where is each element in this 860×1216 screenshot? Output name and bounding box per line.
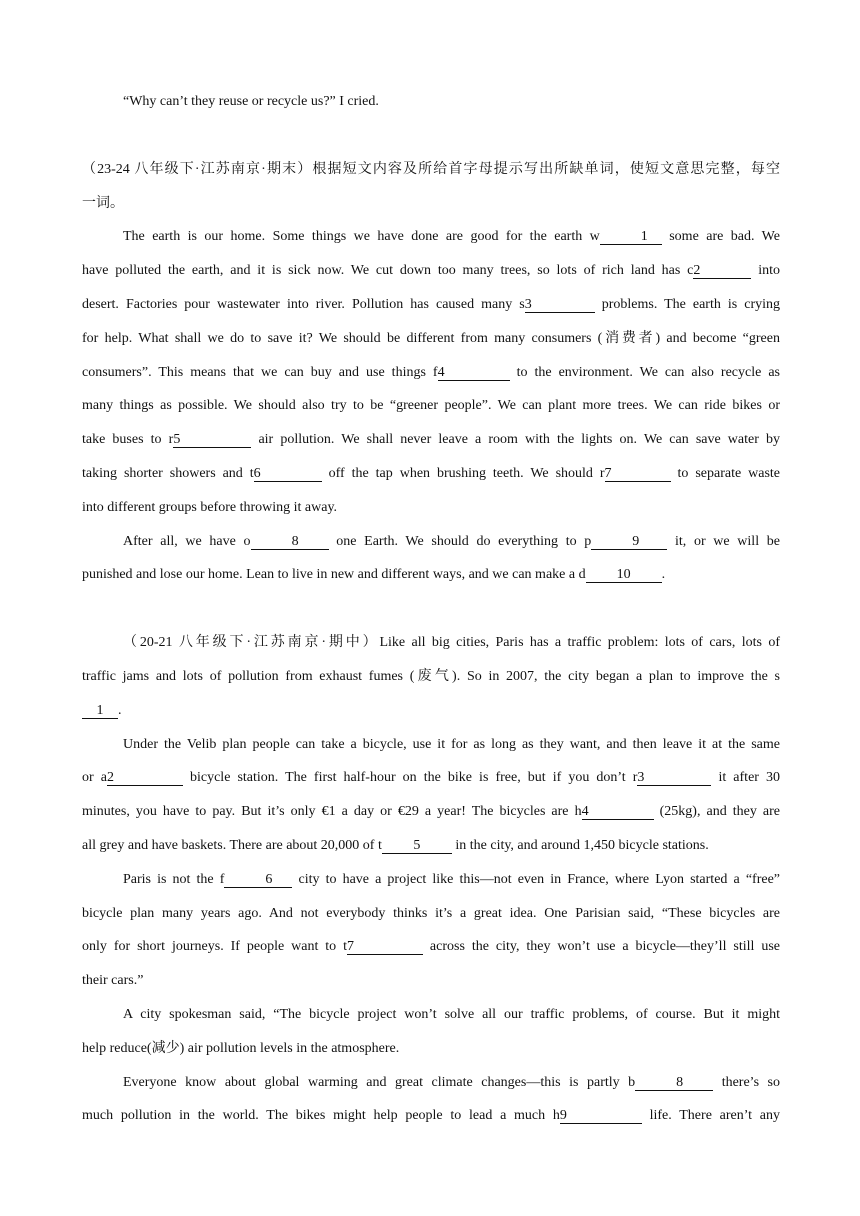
fill-blank[interactable]: 9	[591, 534, 667, 550]
text-line: bicycle plan many years ago. And not everybody thinks it’s a great idea. One Parisian said, “These bicycles are	[82, 905, 780, 921]
paragraph-gap	[82, 592, 780, 626]
text-line: The earth is our home. Some things we have done are good for the earth w 1 some are bad. We	[123, 229, 780, 245]
fill-blank[interactable]: 1	[600, 229, 662, 245]
section-header: （20-21 八年级下·江苏南京·期中）Like all big cities, Paris has a traffic problem: lots of cars, lots of	[123, 635, 780, 651]
text-line: much pollution in the world. The bikes might help people to lead a much h9 life. There aren’t any	[82, 1108, 780, 1124]
fill-blank[interactable]: 8	[251, 534, 329, 550]
fill-blank[interactable]: 5	[173, 432, 251, 448]
text-line: After all, we have o 8 one Earth. We should do everything to p 9 it, or we will be	[123, 533, 780, 549]
fill-blank[interactable]: 4	[582, 804, 654, 820]
paragraph-gap	[82, 119, 780, 153]
fill-blank[interactable]: 3	[637, 770, 711, 786]
text-line: Under the Velib plan people can take a bicycle, use it for as long as they want, and then leave it at the same	[123, 736, 780, 752]
text-line: only for short journeys. If people want to t7 across the city, they won’t use a bicycle—they’ll still use	[82, 939, 780, 955]
fill-blank[interactable]: 7	[347, 939, 423, 955]
text-line: their cars.”	[82, 973, 144, 989]
fill-blank[interactable]: 2	[693, 263, 751, 279]
section-header-cont: 一词。	[82, 195, 124, 211]
fill-blank[interactable]: 6	[224, 872, 292, 888]
text-line: have polluted the earth, and it is sick now. We cut down too many trees, so lots of rich land has c2 into	[82, 263, 781, 279]
text-line: minutes, you have to pay. But it’s only €1 a day or €29 a year! The bicycles are h4 (25kg), and they are	[82, 804, 781, 820]
text-line: Paris is not the f 6 city to have a project like this—not even in France, where Lyon started a “free”	[123, 871, 781, 887]
fill-blank[interactable]: 1	[82, 703, 118, 719]
text-line: take buses to r5 air pollution. We shall never leave a room with the lights on. We can save water by	[82, 432, 781, 448]
text-line: many things as possible. We should also try to be “greener people”. We can plant more trees. We can ride bikes or	[82, 398, 780, 414]
text-line: consumers”. This means that we can buy and use things f4 to the environment. We can also recycle as	[82, 364, 780, 380]
fill-blank[interactable]: 4	[438, 365, 510, 381]
fill-blank[interactable]: 8	[635, 1075, 713, 1091]
text-line: “Why can’t they reuse or recycle us?” I cried.	[123, 94, 379, 109]
fill-blank[interactable]: 2	[107, 770, 183, 786]
section-header: （23-24 八年级下·江苏南京·期末）根据短文内容及所给首字母提示写出所缺单词，使短文意思完整，每空	[82, 161, 780, 177]
fill-blank[interactable]: 3	[525, 297, 595, 313]
text-line: desert. Factories pour wastewater into river. Pollution has caused many s3 problems. The earth is crying	[82, 296, 780, 312]
fill-blank[interactable]: 9	[560, 1108, 642, 1124]
text-line: or a2 bicycle station. The first half-hour on the bike is free, but if you don’t r3 it after 30	[82, 770, 780, 786]
document-page	[82, 85, 780, 1133]
text-line: help reduce(减少) air pollution levels in the atmosphere.	[82, 1040, 400, 1056]
fill-blank[interactable]: 7	[605, 466, 671, 482]
text-line: Everyone know about global warming and great climate changes—this is partly b 8 there’s so	[123, 1074, 780, 1090]
text-line: taking shorter showers and t6 off the tap when brushing teeth. We should r7 to separate waste	[82, 465, 780, 481]
text-line: A city spokesman said, “The bicycle project won’t solve all our traffic problems, of course. But it might	[123, 1006, 780, 1022]
text-line: all grey and have baskets. There are about 20,000 of t 5 in the city, and around 1,450 bicycle stations.	[82, 837, 709, 853]
text-line: traffic jams and lots of pollution from exhaust fumes (废气). So in 2007, the city began a plan to improve the s	[82, 668, 780, 684]
text-line: into different groups before throwing it away.	[82, 499, 338, 515]
text-line: 1 .	[82, 694, 780, 728]
fill-blank[interactable]: 10	[586, 567, 662, 583]
text-line: punished and lose our home. Lean to live in new and different ways, and we can make a d 10 .	[82, 567, 666, 583]
text-line: for help. What shall we do to save it? We should be different from many consumers (消费者) and become “green	[82, 330, 780, 346]
fill-blank[interactable]: 6	[254, 466, 322, 482]
fill-blank[interactable]: 5	[382, 838, 452, 854]
